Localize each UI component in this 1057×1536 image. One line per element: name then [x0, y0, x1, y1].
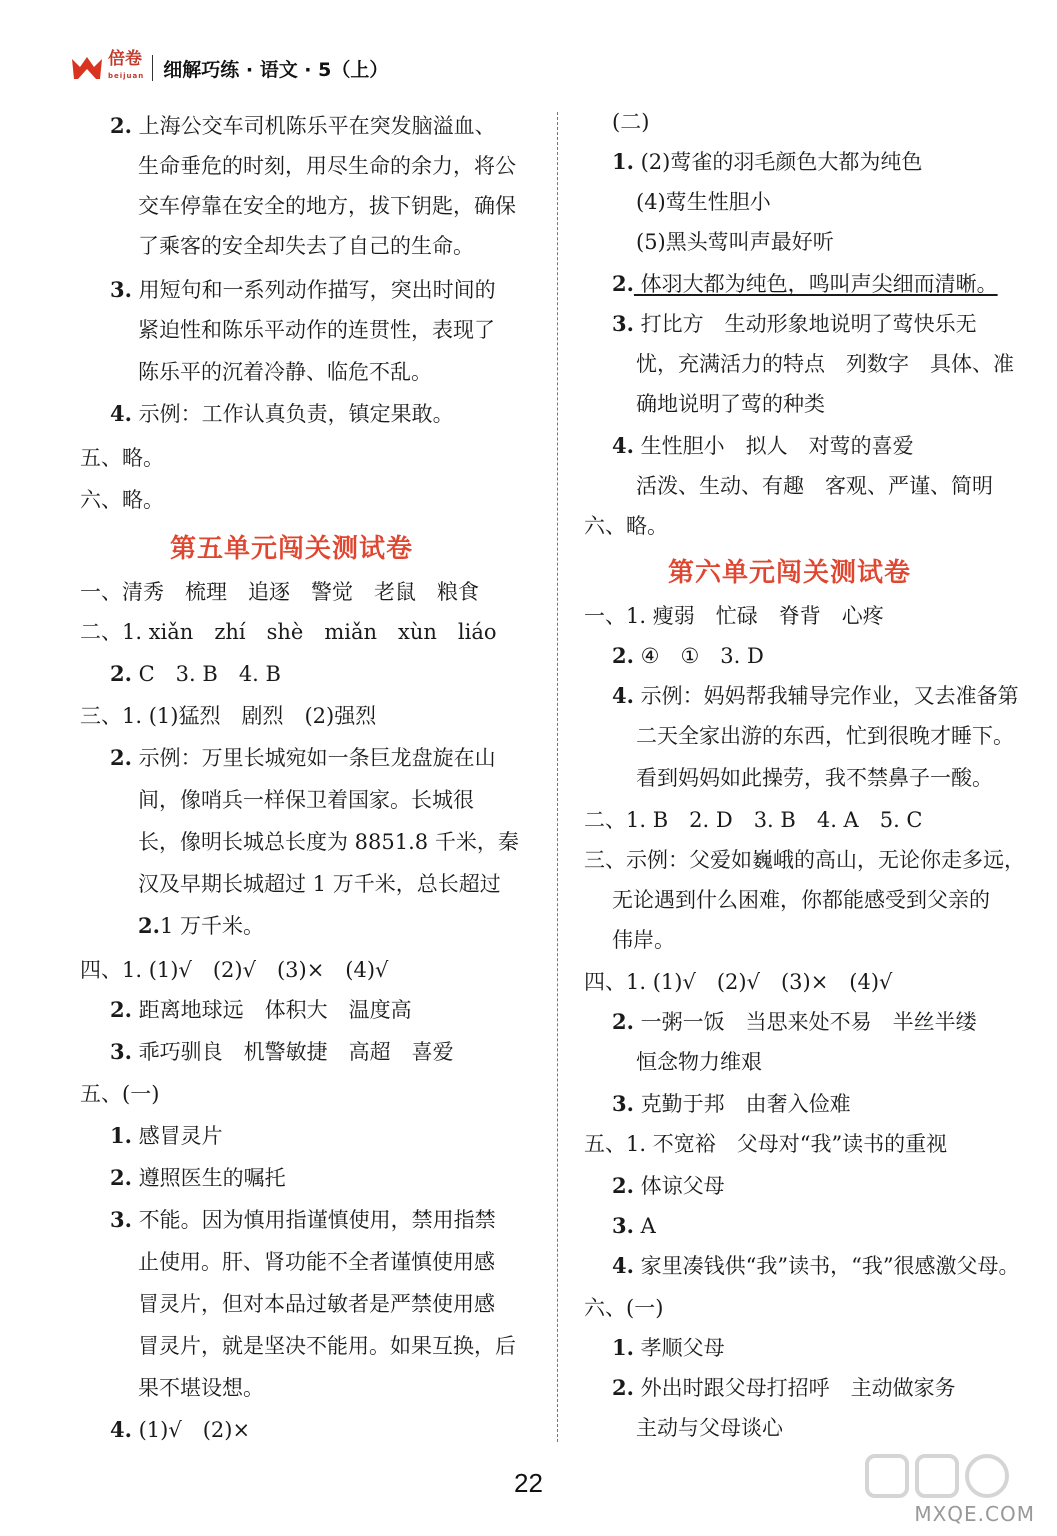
- right-answer-line: 2. 外出时跟父母打招呼 主动做家务: [612, 1375, 956, 1400]
- left-answer-line: 1. 感冒灵片: [110, 1123, 223, 1148]
- right-answer-line: 恒念物力维艰: [636, 1050, 762, 1074]
- left-answer-line: 五、略。: [80, 446, 164, 470]
- right-answer-line: 活泼、生动、有趣 客观、严谨、简明: [636, 474, 993, 498]
- right-answer-line: 3. 克勤于邦 由奢入俭难: [612, 1091, 851, 1116]
- left-answer-line: 3. 用短句和一系列动作描写，突出时间的: [110, 277, 496, 302]
- left-answer-line: 4. (1)√ (2)×: [110, 1417, 251, 1442]
- right-answer-line: 六、略。: [584, 514, 668, 538]
- left-answer-line: 紧迫性和陈乐平动作的连贯性，表现了: [138, 318, 495, 342]
- left-answer-line: 2. 距离地球远 体积大 温度高: [110, 997, 412, 1022]
- right-answer-line: 无论遇到什么困难，你都能感受到父亲的: [612, 888, 990, 912]
- left-answer-line: 4. 示例：工作认真负责，镇定果敢。: [110, 401, 454, 426]
- left-answer-line: 冒灵片，就是坚决不能用。如果互换，后: [138, 1334, 516, 1358]
- right-answer-line: 2. ④ ① 3. D: [612, 643, 764, 668]
- right-answer-line: 2. 体羽大都为纯色，鸣叫声尖细而清晰。: [612, 271, 998, 296]
- column-divider: [557, 112, 558, 1442]
- left-answer-line: 2. 示例：万里长城宛如一条巨龙盘旋在山: [110, 745, 496, 770]
- right-answer-line: 三、示例：父爱如巍峨的高山，无论你走多远，: [584, 848, 1025, 872]
- left-answer-line: 冒灵片，但对本品过敏者是严禁使用感: [138, 1292, 495, 1316]
- left-answer-line: 止使用。肝、肾功能不全者谨慎使用感: [138, 1250, 495, 1274]
- watermark-text: MXQE.COM: [914, 1502, 1035, 1526]
- right-answer-line: 二天全家出游的东西，忙到很晚才睡下。: [636, 724, 1014, 748]
- left-answer-line: 生命垂危的时刻，用尽生命的余力，将公: [138, 154, 516, 178]
- right-answer-line: 确地说明了莺的种类: [636, 392, 825, 416]
- left-answer-line: 3. 乖巧驯良 机警敏捷 高超 喜爱: [110, 1039, 454, 1064]
- right-section-title: 第六单元闯关测试卷: [668, 558, 912, 588]
- right-answer-line: 2. 体谅父母: [612, 1173, 725, 1198]
- right-answer-line: 4. 家里凑钱供“我”读书，“我”很感激父母。: [612, 1253, 1020, 1278]
- right-answer-line: 五、1. 不宽裕 父母对“我”读书的重视: [584, 1132, 948, 1156]
- left-answer-line: 长，像明长城总长度为 8851.8 千米，秦: [138, 830, 519, 854]
- right-answer-line: 伟岸。: [612, 928, 675, 952]
- left-answer-line: 了乘客的安全却失去了自己的生命。: [138, 234, 474, 258]
- right-answer-line: 4. 示例：妈妈帮我辅导完作业，又去准备第: [612, 683, 1019, 708]
- page-number: 22: [514, 1468, 543, 1498]
- left-answer-line: 五、(一): [80, 1082, 160, 1106]
- left-answer-line: 二、1. xiǎn zhí shè miǎn xùn liáo: [80, 620, 497, 644]
- right-answer-line: 3. 打比方 生动形象地说明了莺快乐无: [612, 311, 977, 336]
- left-section-title: 第五单元闯关测试卷: [170, 534, 414, 564]
- right-answer-line: 二、1. B 2. D 3. B 4. A 5. C: [584, 808, 923, 832]
- right-answer-line: 2. 一粥一饭 当思来处不易 半丝半缕: [612, 1009, 977, 1034]
- left-answer-line: 交车停靠在安全的地方，拔下钥匙，确保: [138, 194, 516, 218]
- right-answer-line: 1. 孝顺父母: [612, 1335, 725, 1360]
- right-answer-line: (二): [612, 110, 650, 134]
- right-answer-line: 4. 生性胆小 拟人 对莺的喜爱: [612, 433, 914, 458]
- header-divider: [152, 55, 153, 81]
- publisher-logo-icon: [70, 53, 104, 83]
- left-answer-line: 3. 不能。因为慎用指谨慎使用，禁用指禁: [110, 1207, 496, 1232]
- left-answer-line: 2. 遵照医生的嘱托: [110, 1165, 286, 1190]
- left-answer-line: 2. 上海公交车司机陈乐平在突发脑溢血、: [110, 113, 496, 138]
- left-answer-line: 一、清秀 梳理 追逐 警觉 老鼠 粮食: [80, 580, 479, 604]
- left-answer-line: 三、1. (1)猛烈 剧烈 (2)强烈: [80, 704, 377, 728]
- right-answer-line: 一、1. 瘦弱 忙碌 脊背 心疼: [584, 604, 884, 628]
- left-answer-line: 四、1. (1)√ (2)√ (3)× (4)√: [80, 958, 389, 982]
- left-answer-line: 2.1 万千米。: [138, 913, 264, 938]
- right-answer-line: (5)黑头莺叫声最好听: [636, 230, 834, 254]
- right-answer-line: 主动与父母谈心: [636, 1416, 783, 1440]
- right-answer-line: (4)莺生性胆小: [636, 190, 771, 214]
- left-answer-line: 六、略。: [80, 488, 164, 512]
- publisher-brand: 倍卷 beijuan: [108, 49, 145, 80]
- right-answer-line: 四、1. (1)√ (2)√ (3)× (4)√: [584, 970, 893, 994]
- left-answer-line: 间，像哨兵一样保卫着国家。长城很: [138, 788, 474, 812]
- page-header: [70, 50, 388, 86]
- left-answer-line: 果不堪设想。: [138, 1376, 264, 1400]
- left-answer-line: 汉及早期长城超过 1 万千米，总长超过: [138, 872, 501, 896]
- book-title: 细解巧练 · 语文 · 5（上）: [163, 58, 389, 81]
- right-answer-line: 六、(一): [584, 1296, 664, 1320]
- left-answer-line: 陈乐平的沉着冷静、临危不乱。: [138, 360, 432, 384]
- right-answer-line: 忧，充满活力的特点 列数字 具体、准: [636, 352, 1014, 376]
- left-answer-line: 2. C 3. B 4. B: [110, 661, 281, 686]
- right-answer-line: 看到妈妈如此操劳，我不禁鼻子一酸。: [636, 766, 993, 790]
- right-answer-line: 3. A: [612, 1213, 656, 1238]
- right-answer-line: 1. (2)莺雀的羽毛颜色大都为纯色: [612, 149, 923, 174]
